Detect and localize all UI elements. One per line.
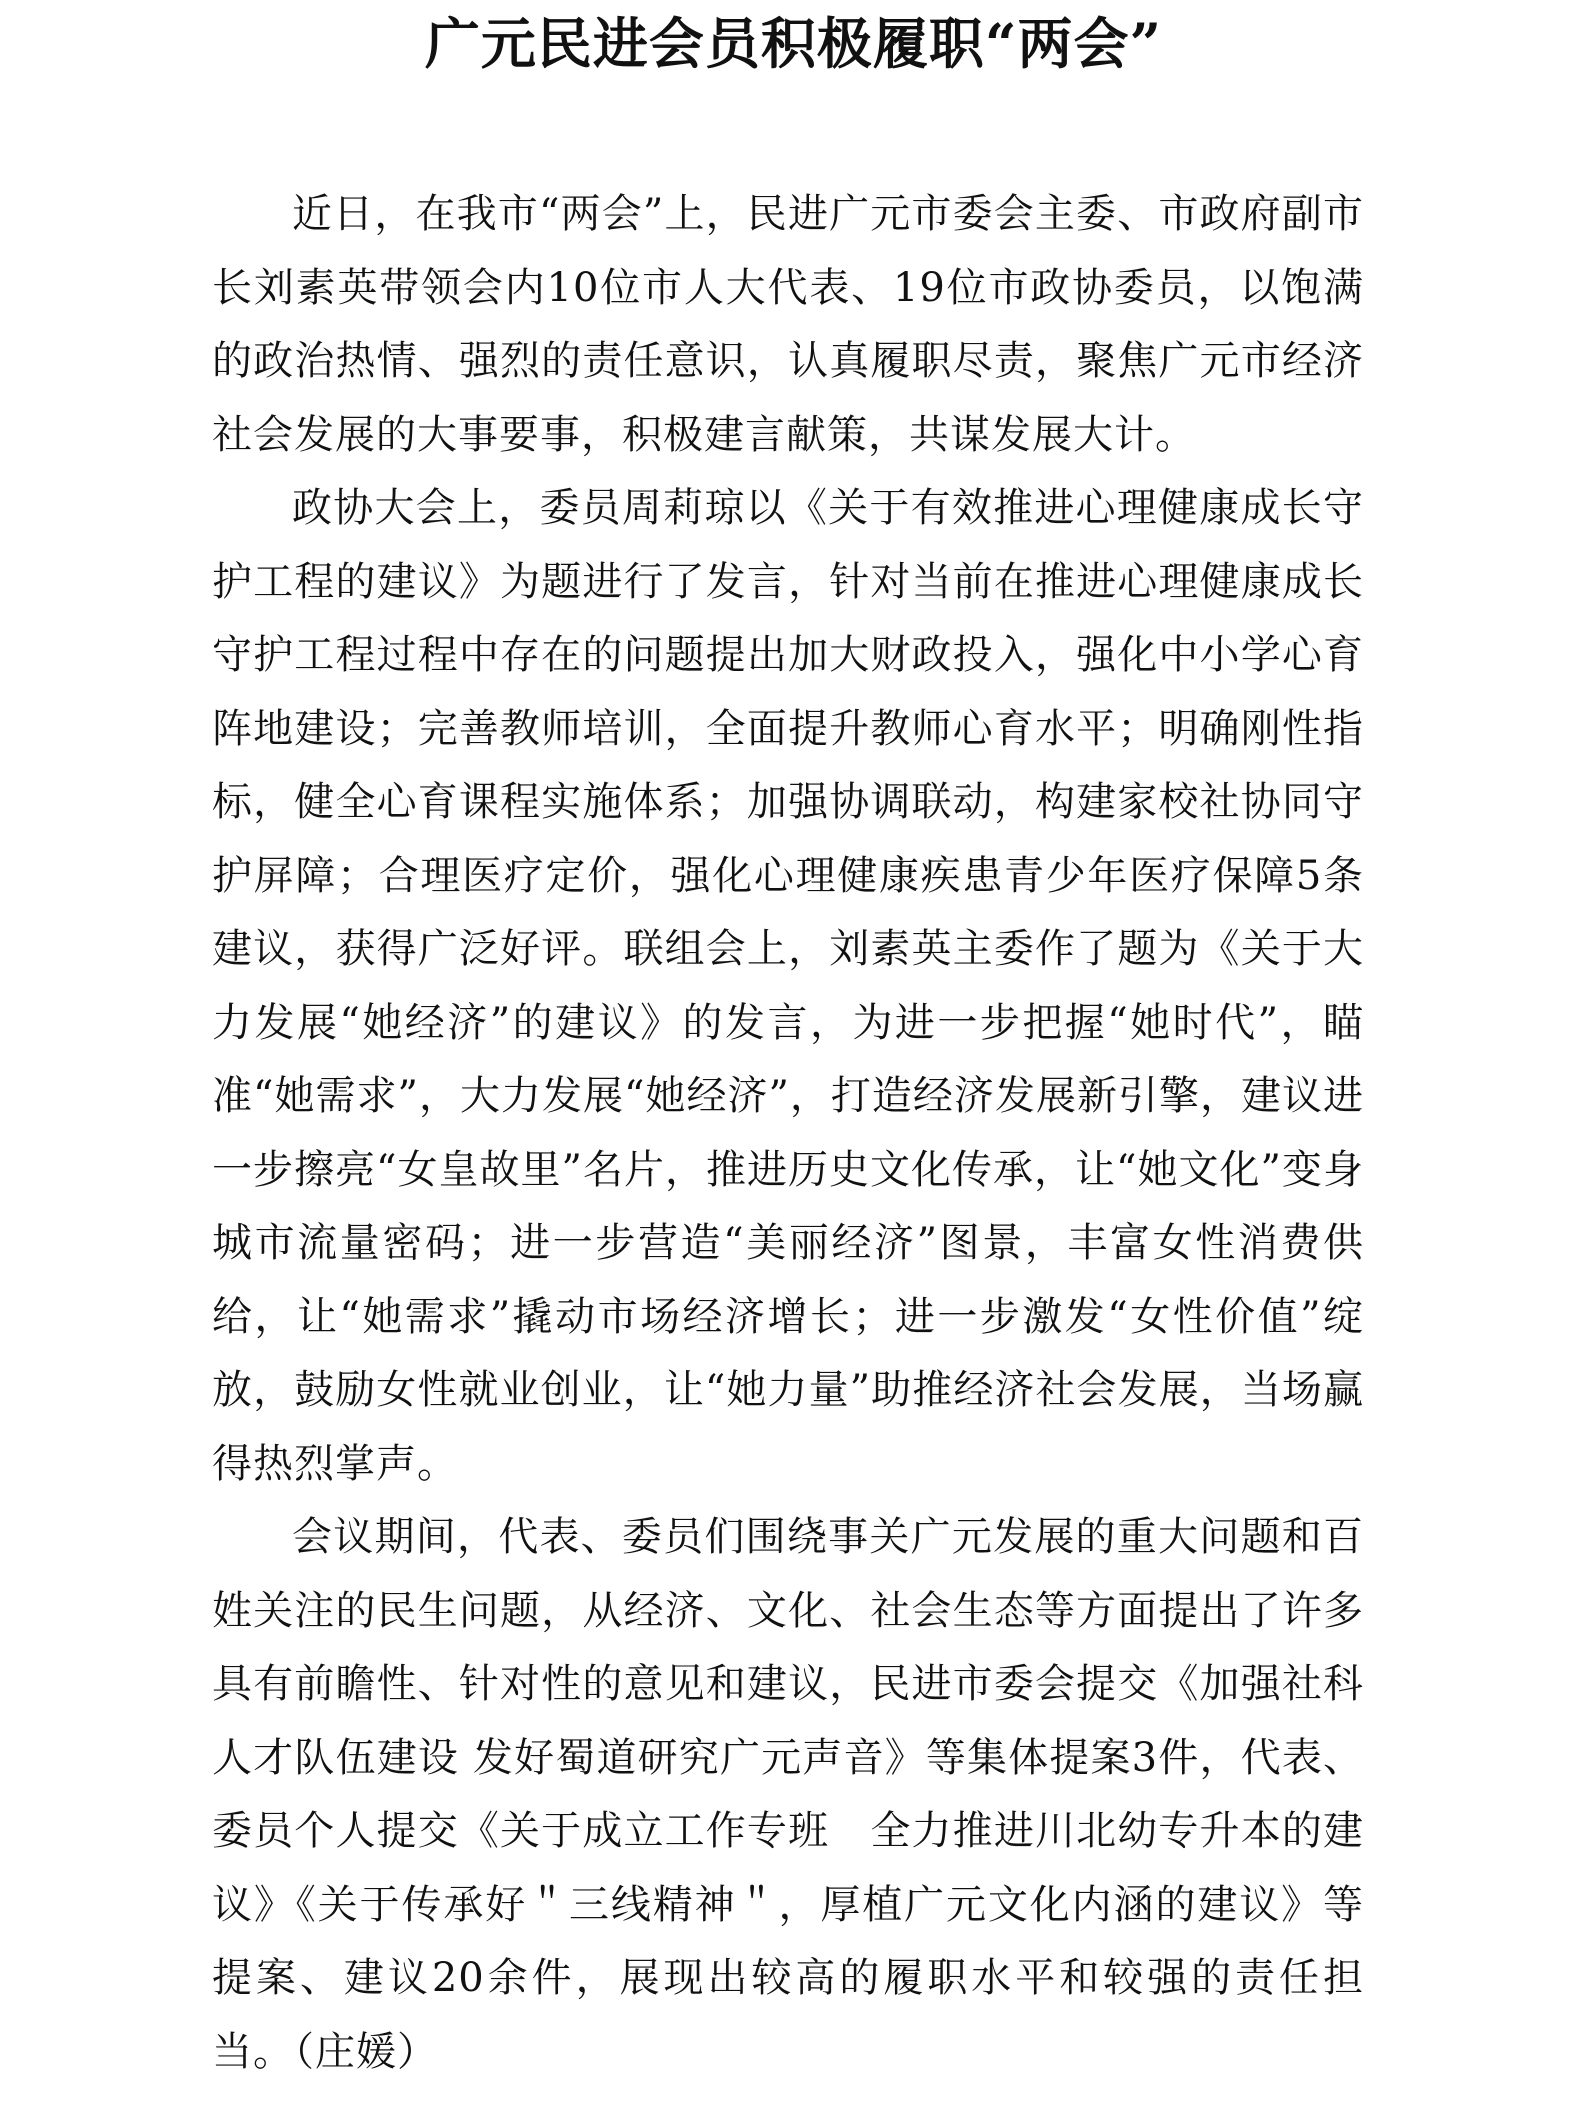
document-body (212, 178, 1364, 2089)
paragraph-intro: 近日，在我市“两会”上，民进广元市委会主委、市政府副市长刘素英带领会内10位市人大代表、19位市政协委员，以饱满的政治热情、强烈的责任意识，认真履职尽责，聚焦广元市经济社会发展的大事要事，积极建言献策，共谋发展大计。 (212, 191, 1364, 458)
document-title: 广元民进会员积极履职“两会” (424, 11, 1163, 76)
paragraph-proposals: 会议期间，代表、委员们围绕事关广元发展的重大问题和百姓关注的民生问题，从经济、文化、社会生态等方面提出了许多具有前瞻性、针对性的意见和建议，民进市委会提交《加强社科人才队伍建设 发好蜀道研究广元声音》等集体提案3件，代表、委员个人提交《关于成立工作专班 全力推进川北幼专升本的建议》《关于传承好＂三线精神＂，厚植广元文化内涵的建议》等提案、建议20余件，展现出较高的履职水平和较强的责任担当。（庄媛） (212, 1514, 1364, 2075)
paragraph-speeches: 政协大会上，委员周莉琼以《关于有效推进心理健康成长守护工程的建议》为题进行了发言，针对当前在推进心理健康成长守护工程过程中存在的问题提出加大财政投入，强化中小学心育阵地建设；完善教师培训，全面提升教师心育水平；明确刚性指标，健全心育课程实施体系；加强协调联动，构建家校社协同守护屏障；合理医疗定价，强化心理健康疾患青少年医疗保障5条建议，获得广泛好评。联组会上，刘素英主委作了题为《关于大力发展“她经济”的建议》的发言，为进一步把握“她时代”，瞄准“她需求”，大力发展“她经济”，打造经济发展新引擎，建议进一步擦亮“女皇故里”名片，推进历史文化传承，让“她文化”变身城市流量密码；进一步营造“美丽经济”图景，丰富女性消费供给，让“她需求”撬动市场经济增长；进一步激发“女性价值”绽放，鼓励女性就业创业，让“她力量”助推经济社会发展，当场赢得热烈掌声。 (212, 485, 1364, 1487)
